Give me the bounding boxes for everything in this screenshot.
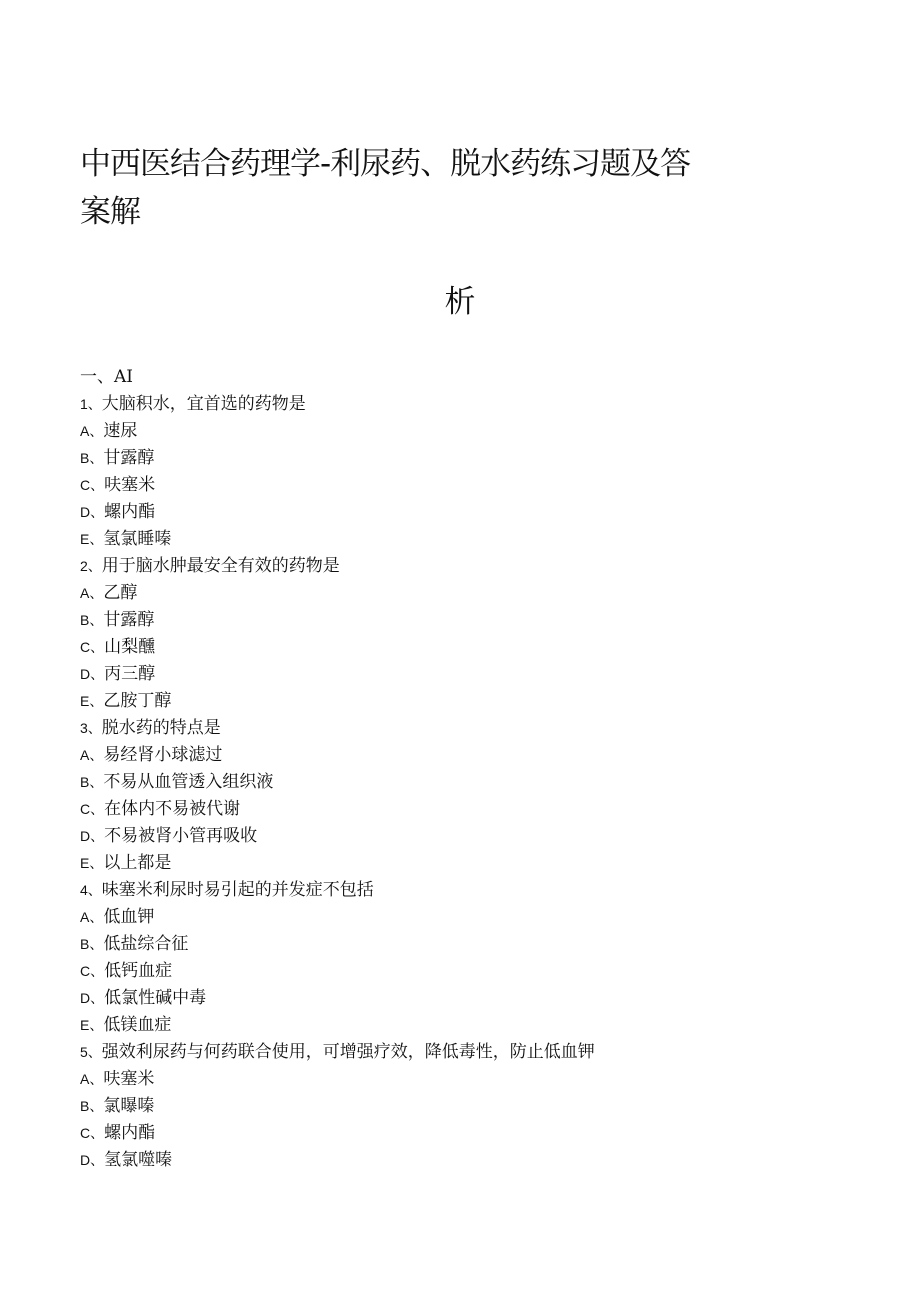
answer-option [80,499,840,526]
answer-option [80,688,840,715]
question-list [80,364,840,1174]
option-key: C、 [80,801,105,817]
answer-option [80,661,840,688]
option-text: 以上都是 [103,853,172,873]
question-stem [80,391,840,418]
option-text: 呋塞米 [104,475,156,495]
option-key: B、 [80,612,104,628]
option-text: 易经肾小球滤过 [103,745,223,765]
question-text: 大脑积水，宜首选的药物是 [101,394,306,414]
option-key: C、 [80,639,105,655]
answer-option [80,904,840,931]
option-text: 氯曝嗪 [103,1096,155,1116]
option-key: E、 [80,531,104,547]
answer-option [80,850,840,877]
option-key: D、 [80,990,105,1006]
question-number: 1、 [80,396,102,412]
answer-option [80,985,840,1012]
question-text: 味塞米利尿时易引起的并发症不包括 [101,880,374,900]
option-text: 在体内不易被代谢 [104,799,241,819]
question-stem [80,715,840,742]
option-key: B、 [80,774,104,790]
option-key: C、 [80,477,105,493]
answer-option [80,1012,840,1039]
option-key: D、 [80,504,105,520]
option-text: 不易被肾小管再吸收 [104,826,258,846]
option-text: 氢氯睡嗪 [103,529,172,549]
option-key: A、 [80,747,104,763]
question-stem [80,553,840,580]
option-key: A、 [80,1071,104,1087]
option-text: 甘露醇 [103,448,155,468]
answer-option [80,769,840,796]
option-text: 速尿 [103,421,138,441]
answer-option [80,580,840,607]
question-stem [80,1039,840,1066]
option-key: B、 [80,450,104,466]
option-text: 不易从血管透入组织液 [103,772,274,792]
question-number: 2、 [80,558,102,574]
option-text: 乙胺丁醇 [103,691,172,711]
option-key: B、 [80,1098,104,1114]
answer-option [80,472,840,499]
answer-option [80,1066,840,1093]
option-text: 甘露醇 [103,610,155,630]
question-number: 4、 [80,882,102,898]
answer-option [80,607,840,634]
answer-option [80,1093,840,1120]
option-text: 氢氯噬嗪 [104,1150,173,1170]
answer-option [80,796,840,823]
question-text: 脱水药的特点是 [101,718,221,738]
option-key: A、 [80,585,104,601]
question-text: 强效利尿药与何药联合使用，可增强疗效，降低毒性，防止低血钾 [101,1042,595,1062]
option-text: 呋塞米 [103,1069,155,1089]
document-title-continuation: 析 [444,284,476,320]
option-text: 低盐综合征 [103,934,189,954]
option-key: E、 [80,1017,104,1033]
option-text: 丙三醇 [104,664,156,684]
option-key: C、 [80,1125,105,1141]
option-text: 螺内酯 [104,1123,156,1143]
option-text: 螺内酯 [104,502,156,522]
question-number: 5、 [80,1044,102,1060]
option-text: 低血钾 [103,907,155,927]
answer-option [80,1147,840,1174]
answer-option [80,634,840,661]
answer-option [80,445,840,472]
option-text: 低钙血症 [104,961,173,981]
option-key: A、 [80,909,104,925]
answer-option [80,742,840,769]
option-key: C、 [80,963,105,979]
question-number: 3、 [80,720,102,736]
answer-option [80,526,840,553]
option-key: A、 [80,423,104,439]
option-key: B、 [80,936,104,952]
option-text: 低镁血症 [103,1015,172,1035]
section-heading-text: 一、AI [80,367,133,387]
option-key: D、 [80,666,105,682]
question-text: 用于脑水肿最安全有效的药物是 [101,556,340,576]
option-text: 乙醇 [103,583,138,603]
option-key: E、 [80,855,104,871]
answer-option [80,823,840,850]
section-heading [80,364,840,391]
option-key: D、 [80,1152,105,1168]
answer-option [80,931,840,958]
option-text: 山梨醺 [104,637,156,657]
question-stem [80,877,840,904]
option-key: E、 [80,693,104,709]
answer-option [80,418,840,445]
document-title: 中西医结合药理学-利尿药、脱水药练习题及答案解 [80,146,691,230]
answer-option [80,1120,840,1147]
option-key: D、 [80,828,105,844]
answer-option [80,958,840,985]
option-text: 低氯性碱中毒 [104,988,207,1008]
